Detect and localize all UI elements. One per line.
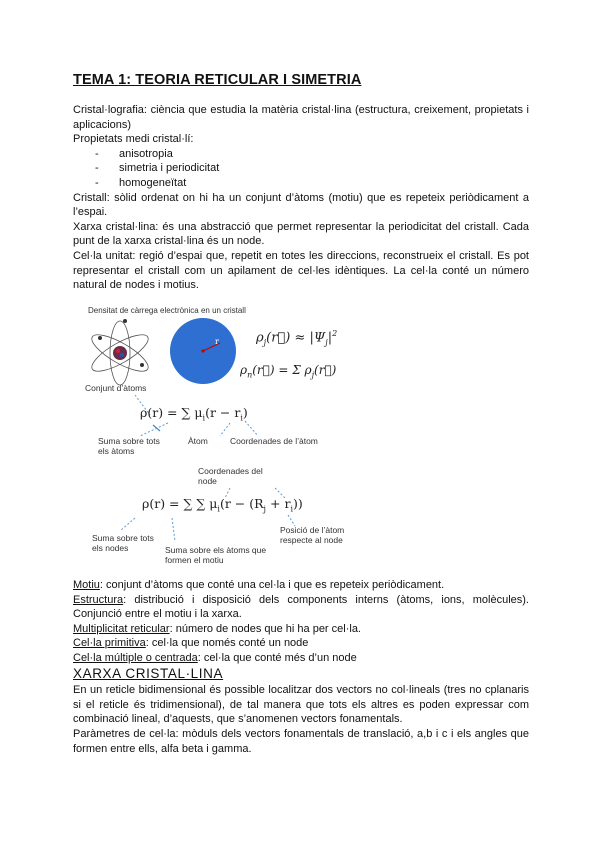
network-definition: Xarxa cristal·lina: és una abstracció que permet representar la periodicitat del cristall. Cada punt de la xarxa cristal·lina és un node. bbox=[73, 220, 529, 248]
page-title: TEMA 1: TEORIA RETICULAR I SIMETRIA bbox=[73, 72, 362, 88]
list-item: - anisotropia bbox=[95, 147, 529, 162]
definition-cella-multiple: Cel·la múltiple o centrada: cel·la que conté més d’un node bbox=[73, 651, 357, 664]
atom-position-caption: Posició de l’àtom respecte al node bbox=[280, 525, 345, 545]
section2-paragraph-2: Paràmetres de cel·la: mòduls dels vectors fonamentals de translació, a,b i c i els angles que formen entre ells, alfa beta i gamma. bbox=[73, 727, 529, 755]
atoms-caption: Conjunt d’àtoms bbox=[85, 383, 147, 393]
sum-nodes-caption: Suma sobre tots els nodes bbox=[92, 533, 154, 553]
list-item: - homogeneïtat bbox=[95, 176, 529, 191]
properties-heading: Propietats medi cristal·lí: bbox=[73, 133, 194, 146]
density-sum-equation: ρ(r) = ∑ $\mu_i(r - r_i)$ bbox=[140, 405, 248, 423]
definition-motiu: Motiu: conjunt d’àtoms que conté una cel·la i que es repeteix periòdicament. bbox=[73, 579, 445, 591]
atom-icon bbox=[87, 319, 152, 385]
sum-atoms-caption: Suma sobre tots els àtoms bbox=[98, 436, 160, 456]
definition-estructura: Estructura: distribució i disposició dels components interns (àtoms, ions, molècules). Conjunció entre el motiu i la xarxa. bbox=[73, 593, 529, 621]
section-heading-xarxa: XARXA CRISTAL·LINA bbox=[73, 665, 224, 681]
density-caption: Densitat de càrrega electrònica en un cristall bbox=[88, 306, 246, 315]
crystal-definition: Cristall: sòlid ordenat on hi ha un conjunt d’àtoms (motiu) que es repeteix periòdicament a l’espai. bbox=[73, 191, 529, 219]
sum-motif-caption: Suma sobre els àtoms que formen el motiu bbox=[165, 545, 267, 565]
node-coordinates-caption: Coordenades del node bbox=[198, 466, 263, 486]
lattice-sum-equation: ρ(r) = ∑ ∑ $\mu_i(r - (R_j + r_i))$ bbox=[142, 496, 303, 514]
charge-density-figure bbox=[80, 303, 380, 565]
definition-cella-primitiva: Cel·la primitiva: cel·la que només conté un node bbox=[73, 637, 309, 650]
unit-cell-definition: Cel·la unitat: regió d’espai que, repetit en totes les direccions, reconstrueix el cristall. Es pot representar el cristall com un apilament de cel·les idèntiques. La cel·la conté un número natural de nodes i motius. bbox=[73, 249, 529, 292]
properties-list bbox=[73, 147, 529, 191]
intro-section bbox=[73, 103, 529, 293]
crystallography-definition: Cristal·lografia: ciència que estudia la matèria cristal·lina (estructura, creixement, propietats i aplicacions) bbox=[73, 104, 529, 131]
list-item: - simetria i periodicitat bbox=[95, 161, 529, 176]
radius-label: r bbox=[215, 337, 219, 346]
density-equation-2: $\rho_n(r⃗) = \Sigma$ $\rho_j(r⃗)$ bbox=[240, 363, 337, 380]
atom-caption: Àtom bbox=[188, 436, 208, 446]
section2-paragraph-1: En un reticle bidimensional és possible localitzar dos vectors no col·lineals (tres no cplanaris si el reticle és tridimensional), de tal manera que tots els altres es poden expressar com combinació lineal, d’aquests, que s’anomenen vectors fonamentals. bbox=[73, 684, 529, 726]
atom-coordinates-caption: Coordenades de l’àtom bbox=[230, 436, 318, 446]
definitions-section bbox=[73, 578, 529, 756]
density-equation-1: $\rho_j(r⃗) \approx |\Psi_j|^2$ bbox=[256, 329, 338, 347]
definition-multiplicitat: Multiplicitat reticular: número de nodes que hi ha per cel·la. bbox=[73, 622, 361, 635]
